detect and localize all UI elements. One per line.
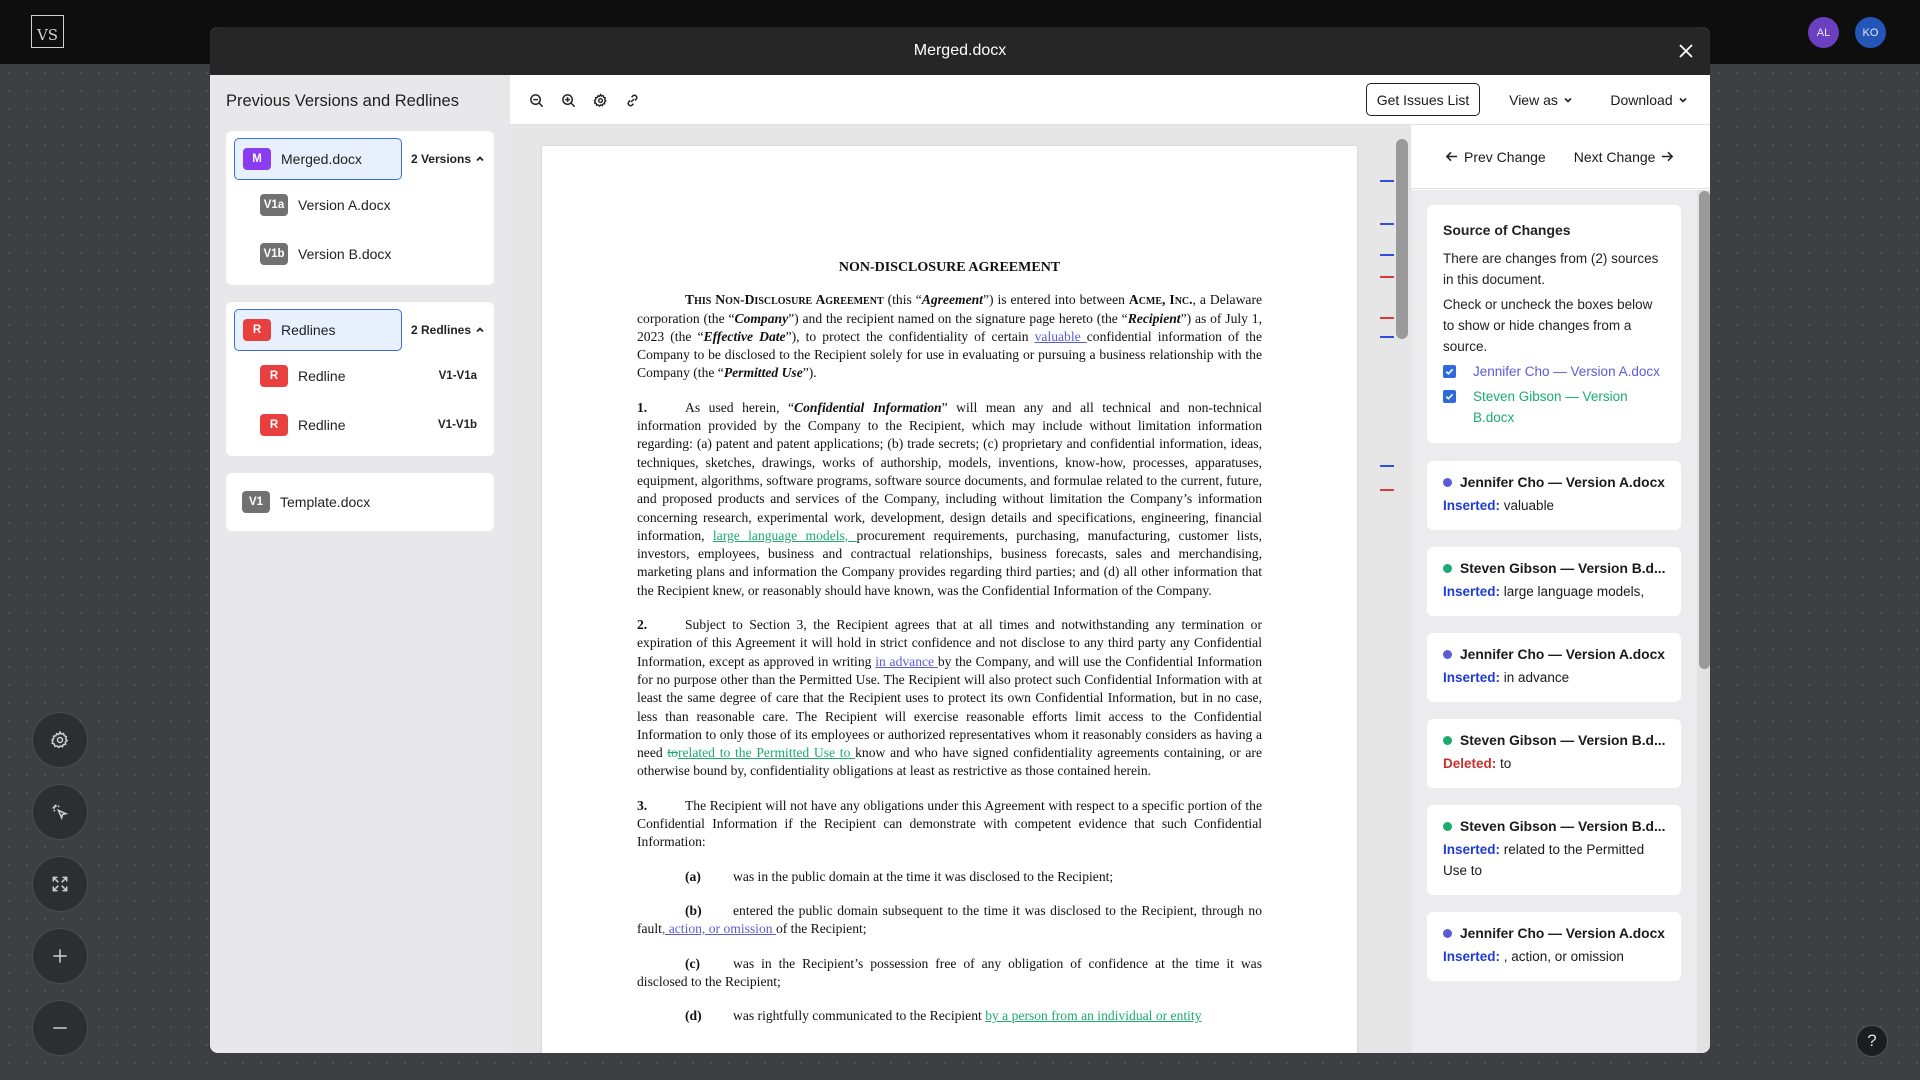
zoom-in-button[interactable] xyxy=(32,928,88,984)
help-button[interactable] xyxy=(1856,1025,1888,1057)
avatar[interactable]: KO xyxy=(1855,17,1886,48)
doc-text: As used herein, “ xyxy=(685,399,795,415)
redlines-toggle[interactable] xyxy=(411,323,486,337)
redlines-count: 2 Redlines xyxy=(410,323,471,337)
versions-count: 2 Versions xyxy=(410,152,471,166)
clause-number: (c) xyxy=(685,955,701,971)
author-dot xyxy=(1443,478,1452,487)
doc-text: confidential information of the Company to be disclosed to the Recipient solely for use in evaluating or pursuing a business relationship with the Company (the “ xyxy=(637,328,1263,381)
redlines-group xyxy=(226,302,494,456)
doc-title: NON-DISCLOSURE AGREEMENT xyxy=(838,260,1061,275)
arrow-left-icon xyxy=(1445,150,1458,163)
chevron-down-icon xyxy=(1678,95,1688,105)
redlines-badge: R xyxy=(243,319,271,341)
doc-text: ”). xyxy=(802,365,817,381)
doc-text: of the Recipient; xyxy=(775,921,867,937)
modal-title: Merged.docx xyxy=(913,42,1007,59)
merged-badge: M xyxy=(243,148,271,170)
doc-settings-button[interactable] xyxy=(590,90,610,110)
source-of-changes-card xyxy=(1427,205,1681,443)
doc-text: , a Delaware corporation (the “ xyxy=(637,292,1262,326)
zoom-in-doc-button[interactable] xyxy=(558,90,578,110)
change-text: to xyxy=(1500,756,1512,771)
doc-text: ”) as of July 1, 2023 (the “ xyxy=(637,310,1262,344)
change-author: Steven Gibson — Version B.d... xyxy=(1460,733,1665,748)
download-dropdown[interactable] xyxy=(1602,83,1696,116)
gear-icon xyxy=(50,730,70,750)
change-marker[interactable] xyxy=(1380,180,1394,182)
inserted-text[interactable]: large language models, xyxy=(712,527,857,543)
versions-toggle[interactable] xyxy=(411,152,486,166)
inserted-text[interactable]: , action, or omission xyxy=(661,921,776,937)
change-card[interactable] xyxy=(1427,912,1681,981)
change-card[interactable] xyxy=(1427,719,1681,788)
change-kind: Inserted: xyxy=(1443,949,1501,964)
clause-number: (a) xyxy=(685,868,701,884)
close-icon xyxy=(1679,44,1693,58)
link-icon xyxy=(625,93,640,108)
change-card[interactable] xyxy=(1427,633,1681,702)
inserted-text[interactable]: by a person from an individual or entity xyxy=(985,1008,1202,1024)
doc-term: Permitted Use xyxy=(723,365,803,381)
settings-button[interactable] xyxy=(32,712,88,768)
view-as-dropdown[interactable] xyxy=(1500,83,1582,116)
view-as-label: View as xyxy=(1509,91,1558,108)
doc-text: ”) is entered into between xyxy=(982,292,1129,308)
app-logo[interactable]: VS xyxy=(31,15,64,48)
document-page xyxy=(542,146,1357,1053)
doc-clause-d xyxy=(637,1007,1262,1025)
change-kind: Deleted: xyxy=(1443,756,1497,771)
doc-text: know and who have signed confidentiality agreements containing, or are otherwise bound by, confidentiality obligations at least as restrictive as those contained herein. xyxy=(637,745,1262,779)
author-dot xyxy=(1443,736,1452,745)
modal-header xyxy=(210,27,1710,75)
plus-icon xyxy=(50,946,70,966)
section-number: 1. xyxy=(637,399,648,415)
template-group xyxy=(226,473,494,531)
copy-link-button[interactable] xyxy=(622,90,642,110)
change-text: , action, or omission xyxy=(1503,949,1624,964)
source-instructions: Check or uncheck the boxes below to show or hide changes from a source. xyxy=(1443,297,1653,354)
doc-text: was in the Recipient’s possession free of any obligation of confidence at the time it was disclosed to the Recipient; xyxy=(637,955,1262,989)
arrow-right-icon xyxy=(1661,150,1674,163)
source-checkbox[interactable] xyxy=(1443,365,1456,378)
zoom-out-icon xyxy=(529,93,544,108)
redline-item[interactable] xyxy=(234,401,486,449)
source-toggle[interactable] xyxy=(1443,361,1665,382)
doc-text: was in the public domain at the time it was disclosed to the Recipient; xyxy=(733,868,1114,884)
fit-screen-button[interactable] xyxy=(32,856,88,912)
redlines-item[interactable] xyxy=(234,309,402,351)
author-dot xyxy=(1443,564,1452,573)
doc-text: ”) and the recipient named on the signature page hereto (the “ xyxy=(788,310,1128,326)
inserted-text[interactable]: related to the Permitted Use to xyxy=(677,745,856,761)
change-marker[interactable] xyxy=(1380,489,1394,491)
select-tool-button[interactable] xyxy=(32,784,88,840)
get-issues-button[interactable]: Get Issues List xyxy=(1366,83,1480,116)
change-author: Jennifer Cho — Version A.docx xyxy=(1460,926,1665,941)
doc-clause-b xyxy=(637,902,1262,939)
close-button[interactable] xyxy=(1674,39,1698,63)
merged-doc-item[interactable] xyxy=(234,138,402,180)
author-dot xyxy=(1443,929,1452,938)
doc-text: procurement requirements, purchasing, manufacturing, customer lists, investors, employees, business and contractual relationships, business forecasts, sales and merchandising, marketing plans and information the Company provides regarding third parties; and (d) all other information that the Recipient knew, or reasonably should have known, was the Confidential Information of the Company. xyxy=(637,527,1262,598)
document-text xyxy=(637,259,1262,1041)
doc-term: Confidential Information xyxy=(794,399,942,415)
expand-icon xyxy=(50,874,70,894)
doc-section-2 xyxy=(637,616,1262,781)
doc-clause-a xyxy=(637,868,1262,886)
document-viewer[interactable] xyxy=(510,125,1395,1053)
change-kind: Inserted: xyxy=(1443,842,1501,857)
change-kind: Inserted: xyxy=(1443,584,1501,599)
doc-text: This Non-Disclosure Agreement xyxy=(685,292,884,308)
document-modal xyxy=(210,27,1710,1053)
redline-item[interactable] xyxy=(234,351,486,401)
gear-icon xyxy=(593,93,608,108)
version-badge: V1b xyxy=(260,243,288,265)
template-badge: V1 xyxy=(242,491,270,513)
redline-badge: R xyxy=(260,414,288,436)
doc-text: Acme, Inc. xyxy=(1128,292,1193,308)
change-text: related to the Permitted Use to xyxy=(1443,842,1645,878)
change-card[interactable] xyxy=(1427,805,1681,895)
doc-text: Subject to Section 3, the Recipient agrees that at all times and notwithstanding any termination or expiration of this Agreement it will hold in strict confidence and not disclose to any third party any Confidential Information, except as approved in writing xyxy=(637,617,1262,669)
clause-number: (d) xyxy=(685,1008,702,1024)
minus-icon xyxy=(50,1018,70,1038)
changes-list xyxy=(1411,190,1697,1053)
doc-term: Recipient xyxy=(1127,310,1181,326)
versions-sidebar xyxy=(210,75,510,1053)
change-card[interactable] xyxy=(1427,461,1681,530)
cursor-click-icon xyxy=(50,802,70,822)
prev-change-button[interactable] xyxy=(1445,149,1546,165)
doc-text: ” will mean any and all technical and non-technical information provided by the Company to the Recipient, which may include without limitation information regarding: (a) patent and patent applications; (b) trade secrets; (c) proprietary and confidential information, ideas, techniques, sketches, drawings, works of authorship, models, inventions, know-how, processes, apparatuses, equipment, algorithms, software programs, software source documents, and formulae related to the current, future, and proposed products and services of the Company, including without limitation the Company’s information concerning research, experimental work, development, design details and specifications, engineering, financial information, xyxy=(637,399,1263,543)
change-kind: Inserted: xyxy=(1443,670,1501,685)
document-scrollbar[interactable] xyxy=(1396,139,1408,339)
doc-text: by the Company, and will use the Confidential Information for no purpose other than the Permitted Use. The Recipient will also protect such Confidential Information with at least the same degree of care that the Recipient uses to protect its own Confidential Information, but in no case, less than reasonable care. The Recipient will exercise reasonable efforts limit access to the Confidential Information to only those of its employees or authorized representatives whom it reasonably considers as having a need xyxy=(637,653,1262,761)
next-change-label: Next Change xyxy=(1573,148,1656,165)
change-author: Jennifer Cho — Version A.docx xyxy=(1460,475,1665,490)
change-marker[interactable] xyxy=(1380,254,1394,256)
author-dot xyxy=(1443,822,1452,831)
author-dot xyxy=(1443,650,1452,659)
sidebar-title: Previous Versions and Redlines xyxy=(226,92,459,110)
avatar[interactable]: AL xyxy=(1808,17,1839,48)
redline-badge: R xyxy=(260,365,288,387)
doc-text: The Recipient will not have any obligations under this Agreement with respect to a specific portion of the Confidential Information if the Recipient can demonstrate with competent evidence that such Confidential Information: xyxy=(637,797,1262,850)
change-card[interactable] xyxy=(1427,547,1681,616)
redline-code: V1-V1b xyxy=(438,419,477,431)
doc-term: Agreement xyxy=(921,292,983,308)
source-checkbox[interactable] xyxy=(1443,390,1456,403)
doc-term: Company xyxy=(734,310,789,326)
version-badge: V1a xyxy=(260,194,288,216)
zoom-out-doc-button[interactable] xyxy=(526,90,546,110)
source-name: Jennifer Cho — Version A.docx xyxy=(1473,364,1660,379)
change-author: Jennifer Cho — Version A.docx xyxy=(1460,647,1665,662)
doc-text: (this “ xyxy=(883,292,922,308)
question-icon: ? xyxy=(1867,1031,1877,1050)
version-item[interactable] xyxy=(234,230,486,278)
redline-code: V1-V1a xyxy=(438,370,477,382)
zoom-out-button[interactable] xyxy=(32,1000,88,1056)
chevron-down-icon xyxy=(1563,95,1573,105)
inserted-text[interactable]: in advance xyxy=(875,653,938,669)
changes-panel xyxy=(1410,125,1710,1053)
chevron-up-icon xyxy=(475,154,485,164)
doc-section-1 xyxy=(637,399,1262,600)
change-navigation xyxy=(1411,125,1710,189)
source-description: There are changes from (2) sources in this document. xyxy=(1443,251,1659,287)
chevron-up-icon xyxy=(475,325,485,335)
redline-name: Redline xyxy=(298,417,346,433)
clause-number: (b) xyxy=(685,902,702,918)
change-marker[interactable] xyxy=(1380,317,1394,319)
redline-name: Redline xyxy=(298,368,346,384)
change-text: large language models, xyxy=(1503,584,1645,599)
source-name: Steven Gibson — Version B.docx xyxy=(1473,389,1628,425)
doc-clause-c xyxy=(637,955,1262,992)
checkmark-icon xyxy=(1445,367,1454,376)
change-author: Steven Gibson — Version B.d... xyxy=(1460,819,1665,834)
doc-text: was rightfully communicated to the Recipient xyxy=(733,1008,986,1024)
merged-doc-name: Merged.docx xyxy=(281,151,362,167)
template-name: Template.docx xyxy=(280,494,371,510)
version-name: Version A.docx xyxy=(298,197,391,213)
document-toolbar xyxy=(510,75,1710,125)
redlines-name: Redlines xyxy=(281,322,336,338)
source-toggle[interactable] xyxy=(1443,386,1665,428)
change-marker[interactable] xyxy=(1380,465,1394,467)
prev-change-label: Prev Change xyxy=(1464,148,1546,165)
inserted-text[interactable]: valuable xyxy=(1034,328,1087,344)
panel-scrollbar[interactable] xyxy=(1699,191,1710,669)
next-change-button[interactable] xyxy=(1574,149,1675,165)
change-text: in advance xyxy=(1503,670,1570,685)
change-author: Steven Gibson — Version B.d... xyxy=(1460,561,1665,576)
versions-group xyxy=(226,131,494,285)
doc-intro xyxy=(637,291,1262,382)
change-kind: Inserted: xyxy=(1443,498,1501,513)
source-title: Source of Changes xyxy=(1443,222,1571,238)
doc-term: Effective Date xyxy=(703,328,786,344)
version-item[interactable] xyxy=(234,180,486,230)
template-item[interactable] xyxy=(234,481,486,523)
zoom-in-icon xyxy=(561,93,576,108)
doc-text: ”), to protect the confidentiality of certain xyxy=(785,328,1035,344)
change-marker[interactable] xyxy=(1380,336,1394,338)
doc-section-3 xyxy=(637,797,1262,852)
download-label: Download xyxy=(1610,91,1673,108)
deleted-text[interactable]: to xyxy=(667,745,678,761)
section-number: 2. xyxy=(637,617,648,633)
change-marker[interactable] xyxy=(1380,223,1394,225)
change-text: valuable xyxy=(1503,498,1555,513)
doc-text: entered the public domain subsequent to the time it was disclosed to the Recipient, through no fault xyxy=(637,902,1262,937)
checkmark-icon xyxy=(1445,392,1454,401)
version-name: Version B.docx xyxy=(298,246,392,262)
change-marker[interactable] xyxy=(1380,276,1394,278)
section-number: 3. xyxy=(637,797,648,813)
